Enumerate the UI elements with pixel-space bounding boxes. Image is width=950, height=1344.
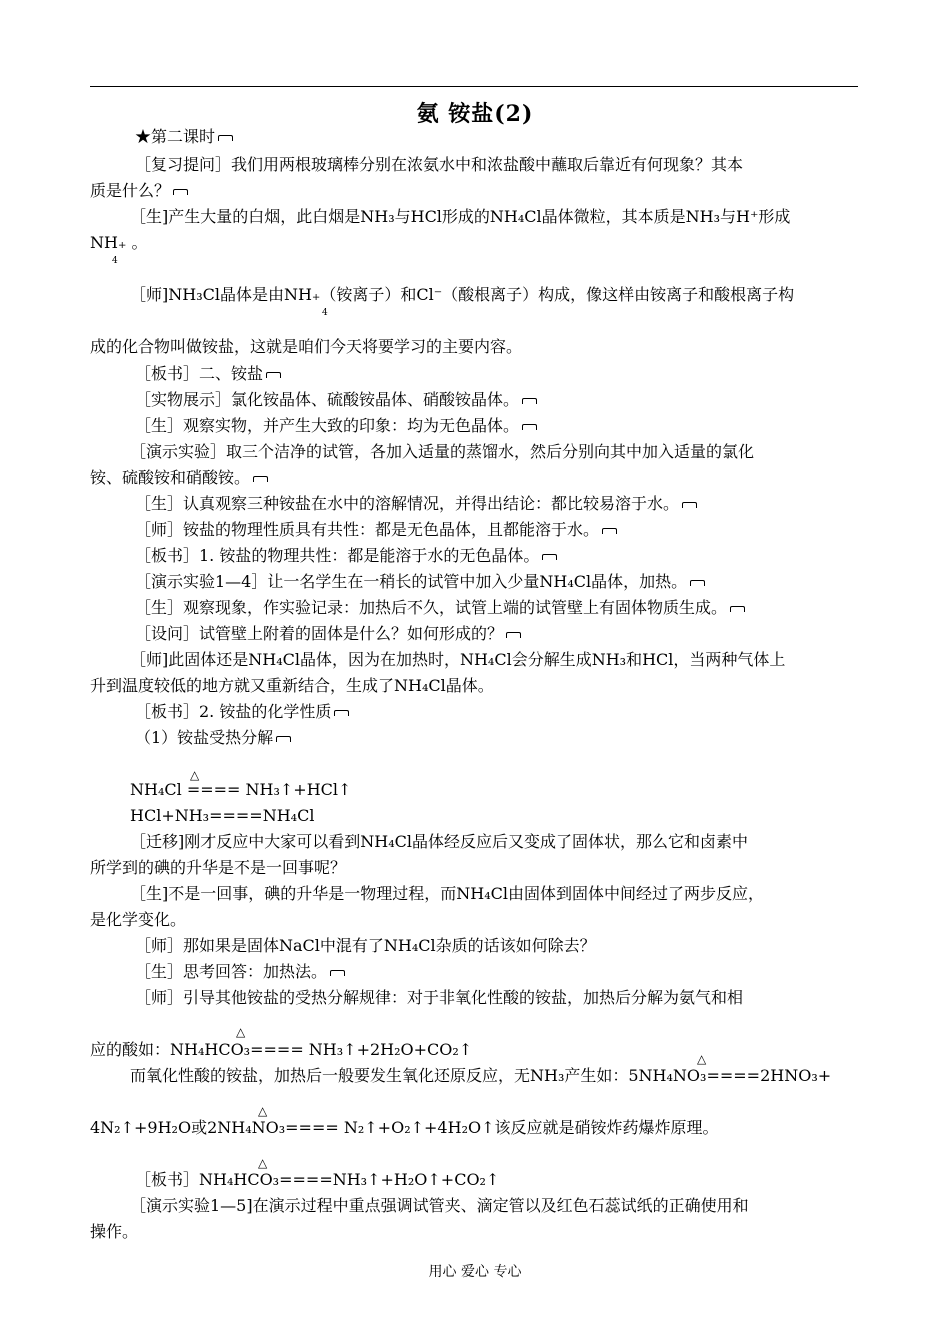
para-line: ［板书］2. 铵盐的化学性质 xyxy=(135,702,905,722)
para-line: ［生］观察实物，并产生大致的印象：均为无色晶体。 xyxy=(135,416,905,436)
paragraph-mark-icon xyxy=(506,632,521,638)
heat-symbol: △ xyxy=(236,1025,246,1039)
page-title: 氨 铵盐(2) xyxy=(416,101,534,127)
page-footer: 用心 爱心 专心 xyxy=(428,1264,522,1280)
heat-symbol: △ xyxy=(258,1156,268,1170)
para-line: ［生]产生大量的白烟，此白烟是NH₃与HCl形成的NH₄Cl晶体微粒，其本质是NH₃与H⁺形成 xyxy=(130,207,791,226)
para-line: 铵、硫酸铵和硝酸铵。 xyxy=(90,468,860,488)
para-line: ［师］铵盐的物理性质具有共性：都是无色晶体，且都能溶于水。 xyxy=(135,520,905,540)
paragraph-mark-icon xyxy=(218,135,233,141)
paragraph-mark-icon xyxy=(276,736,291,742)
heat-symbol: △ xyxy=(258,1104,268,1118)
para-line: NH₊ 。 xyxy=(90,233,148,252)
para-line: 所学到的碘的升华是不是一回事呢？ xyxy=(90,858,347,877)
heat-symbol: △ xyxy=(190,768,200,782)
paragraph-mark-icon xyxy=(330,970,345,976)
para-line: ［演示实验1—4］让一名学生在一稍长的试管中加入少量NH₄Cl晶体，加热。 xyxy=(135,572,905,592)
paragraph-mark-icon xyxy=(253,476,268,482)
para-line: ［板书］NH₄HCO₃====NH₃↑+H₂O↑+CO₂↑ xyxy=(135,1170,500,1189)
para-line: 是化学变化。 xyxy=(90,910,187,929)
para-line: ［复习提问］我们用两根玻璃棒分别在浓氨水中和浓盐酸中蘸取后靠近有何现象？其本 xyxy=(135,155,744,174)
para-line: ［生］认真观察三种铵盐在水中的溶解情况，并得出结论：都比较易溶于水。 xyxy=(135,494,905,514)
heat-symbol: △ xyxy=(697,1052,707,1066)
para-line: ［生]不是一回事，碘的升华是一物理过程，而NH₄Cl由固体到固体中间经过了两步反应， xyxy=(130,884,764,903)
equation-line: NH₄Cl ==== NH₃↑+HCl↑ xyxy=(130,780,352,799)
paragraph-mark-icon xyxy=(173,189,188,195)
para-line: ［演示实验1—5]在演示过程中重点强调试管夹、滴定管以及红色石蕊试纸的正确使用和 xyxy=(130,1196,749,1215)
para-line: ★第二课时 xyxy=(135,127,905,147)
para-line: 升到温度较低的地方就又重新结合，生成了NH₄Cl晶体。 xyxy=(90,676,494,695)
para-line: ［迁移]刚才反应中大家可以看到NH₄Cl晶体经反应后又变成了固体状，那么它和卤素中 xyxy=(130,832,748,851)
para-line: ［板书］1. 铵盐的物理共性：都是能溶于水的无色晶体。 xyxy=(135,546,905,566)
para-line: ［设问］试管壁上附着的固体是什么？如何形成的？ xyxy=(135,624,905,644)
para-line: ［师]NH₃Cl晶体是由NH₊（铵离子）和Cl⁻（酸根离子）构成，像这样由铵离子和酸根离子构 xyxy=(130,285,795,304)
paragraph-mark-icon xyxy=(522,398,537,404)
header-rule xyxy=(90,86,858,87)
para-line: ［生］思考回答：加热法。 xyxy=(135,962,905,982)
para-line: ［板书］二、铵盐 xyxy=(135,364,905,384)
para-line: ［实物展示］氯化铵晶体、硫酸铵晶体、硝酸铵晶体。 xyxy=(135,390,905,410)
paragraph-mark-icon xyxy=(334,710,349,716)
para-line: ［师］引导其他铵盐的受热分解规律：对于非氧化性酸的铵盐，加热后分解为氨气和相 xyxy=(135,988,744,1007)
ion-subscript: 4 xyxy=(322,308,328,318)
paragraph-mark-icon xyxy=(682,502,697,508)
para-line: 质是什么？ xyxy=(90,181,860,201)
paragraph-mark-icon xyxy=(730,606,745,612)
ion-subscript: 4 xyxy=(112,256,118,266)
paragraph-mark-icon xyxy=(602,528,617,534)
para-line: ［师]此固体还是NH₄Cl晶体，因为在加热时，NH₄Cl会分解生成NH₃和HCl，当两种气体上 xyxy=(130,650,786,669)
para-line: 应的酸如：NH₄HCO₃==== NH₃↑+2H₂O+CO₂↑ xyxy=(90,1040,473,1059)
equation-line: HCl+NH₃====NH₄Cl xyxy=(130,806,315,825)
paragraph-mark-icon xyxy=(542,554,557,560)
para-line: ［演示实验］取三个洁净的试管，各加入适量的蒸馏水，然后分别向其中加入适量的氯化 xyxy=(130,442,755,461)
para-line: ［师］那如果是固体NaCl中混有了NH₄Cl杂质的话该如何除去？ xyxy=(135,936,596,955)
paragraph-mark-icon xyxy=(266,372,281,378)
para-line: 操作。 xyxy=(90,1222,139,1241)
para-line: 而氧化性酸的铵盐，加热后一般要发生氧化还原反应，无NH₃产生如：5NH₄NO₃====2HNO₃+ xyxy=(130,1066,832,1085)
para-line: （1）铵盐受热分解 xyxy=(135,728,905,748)
paragraph-mark-icon xyxy=(522,424,537,430)
para-line: 成的化合物叫做铵盐，这就是咱们今天将要学习的主要内容。 xyxy=(90,337,523,356)
paragraph-mark-icon xyxy=(690,580,705,586)
para-line: 4N₂↑+9H₂O或2NH₄NO₃==== N₂↑+O₂↑+4H₂O↑该反应就是硝铵炸药爆炸原理。 xyxy=(90,1118,719,1137)
para-line: ［生］观察现象，作实验记录：加热后不久，试管上端的试管壁上有固体物质生成。 xyxy=(135,598,905,618)
